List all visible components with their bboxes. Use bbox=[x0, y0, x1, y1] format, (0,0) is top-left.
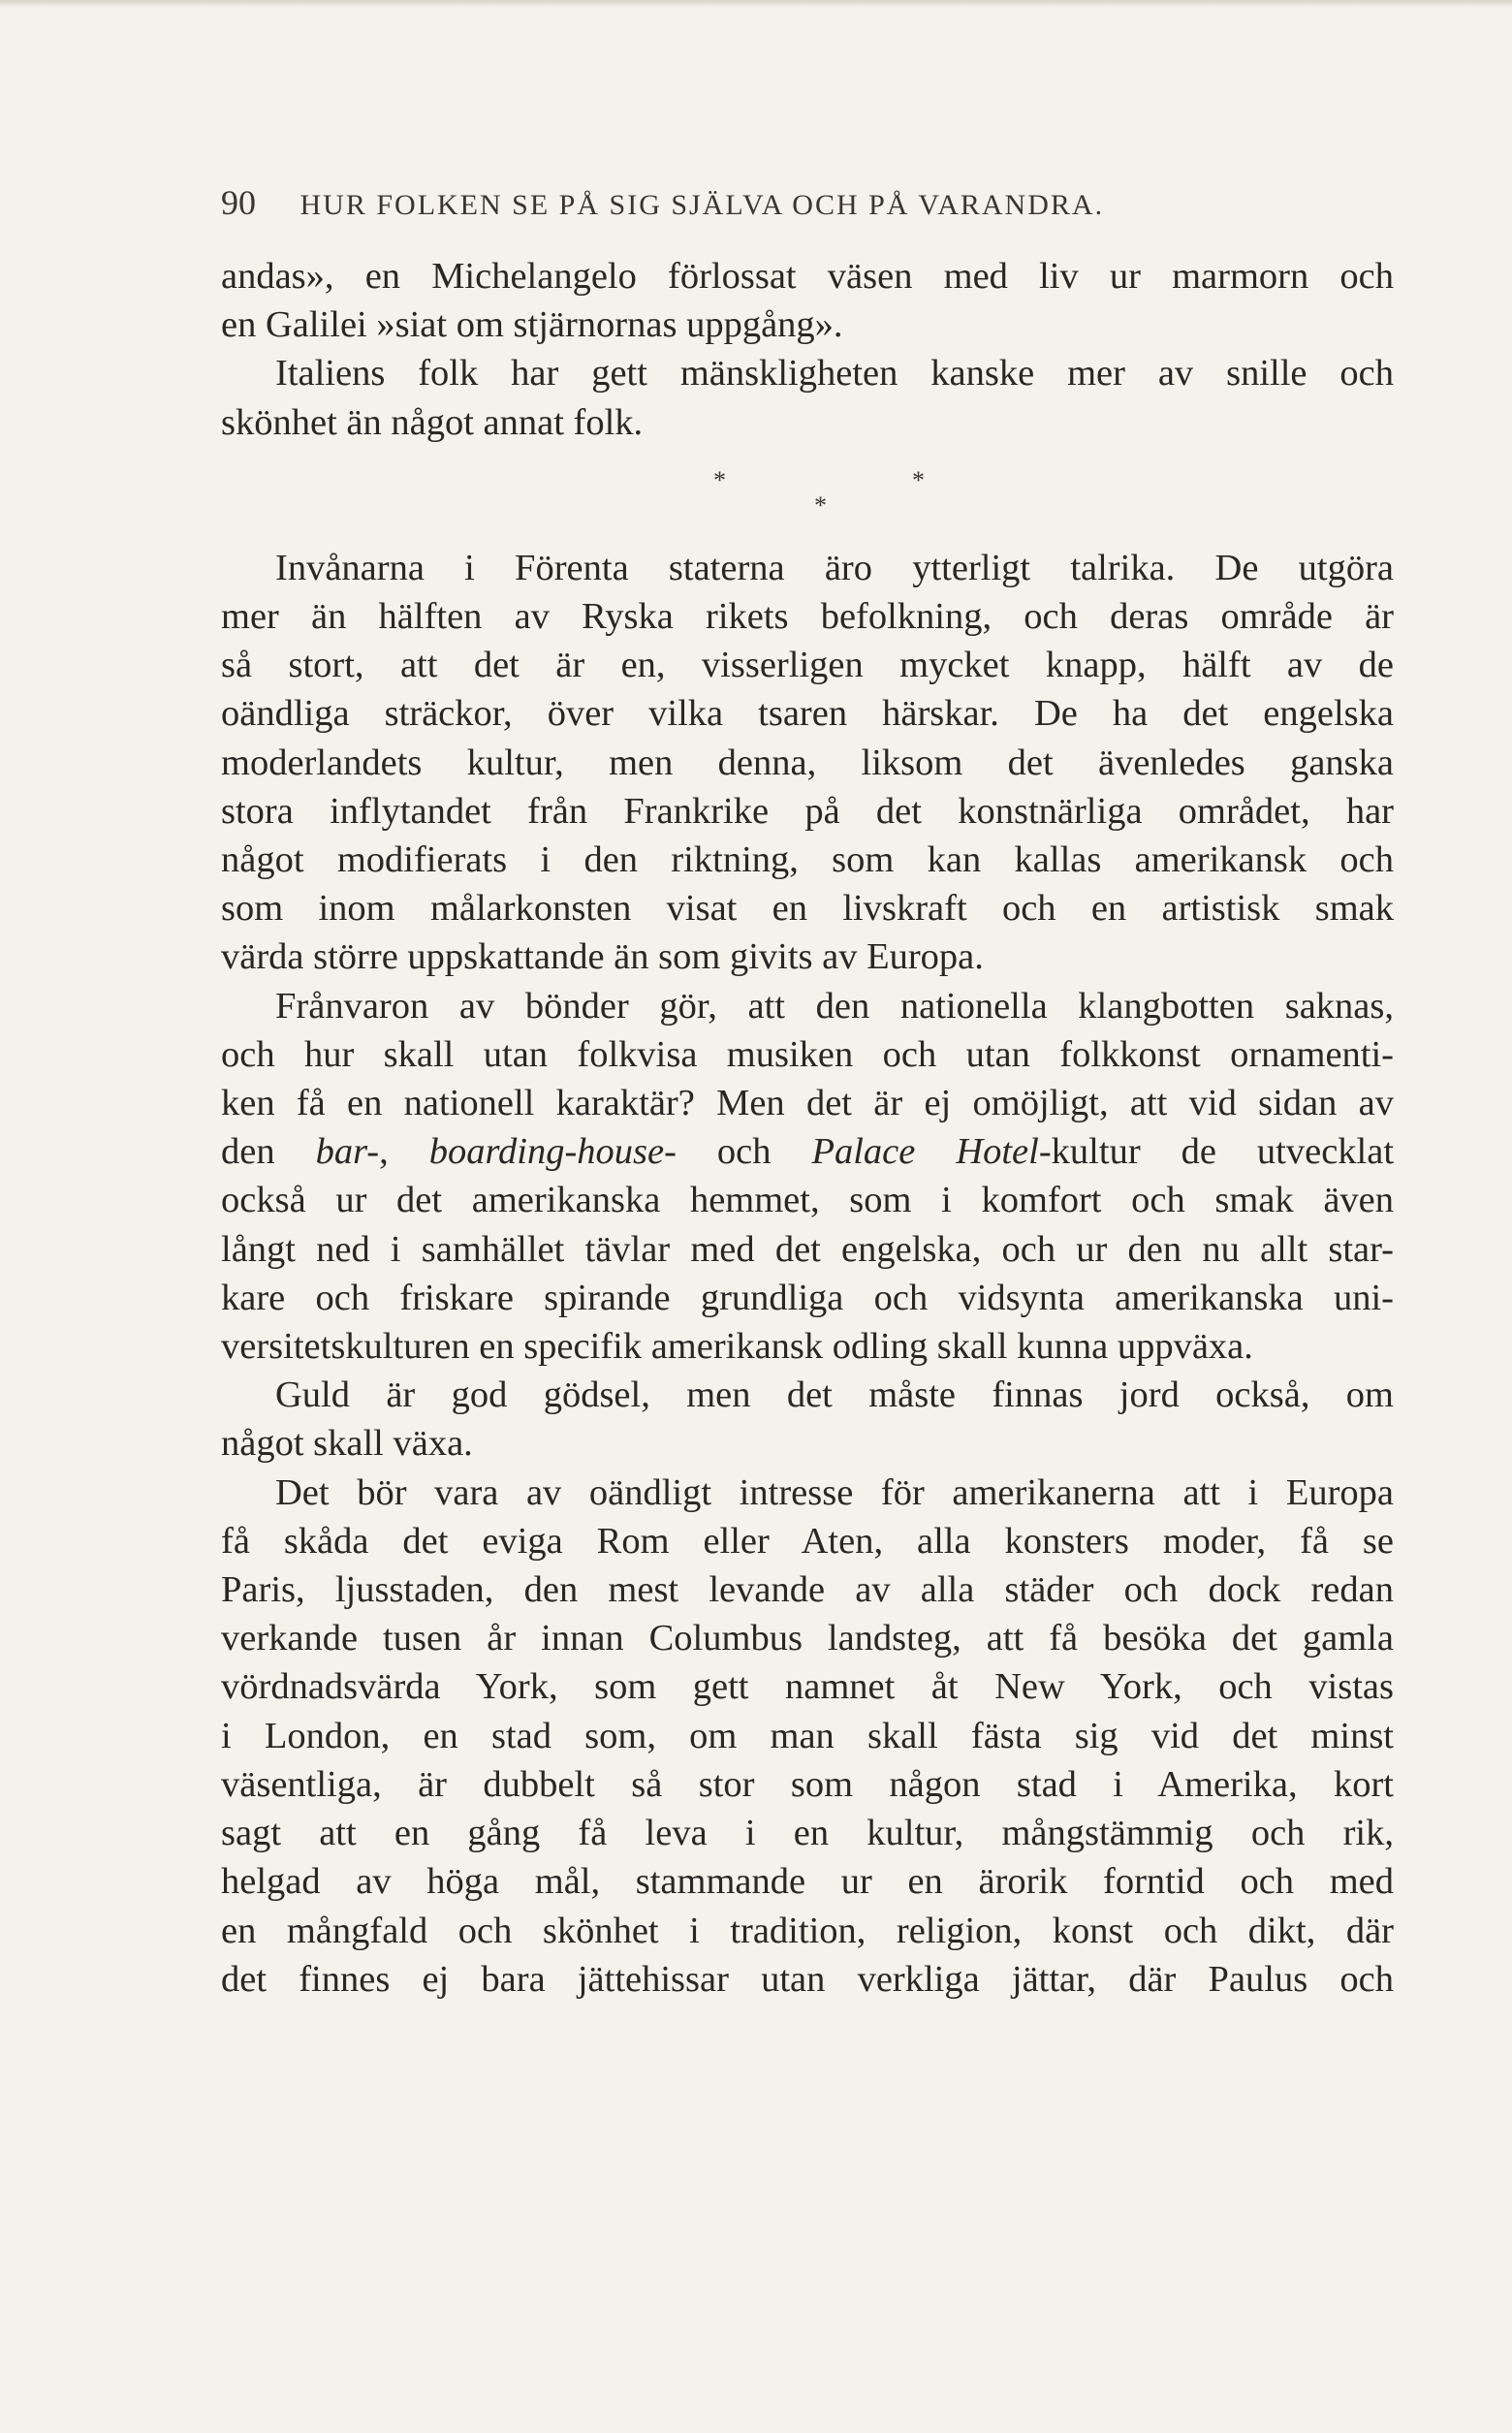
body-text bbox=[221, 252, 1394, 2004]
text-line: det finnes ej bara jättehissar utan verkliga jättar, där Paulus och bbox=[221, 1958, 1394, 2000]
page-top-edge bbox=[0, 0, 1512, 8]
text-line: Guld är god gödsel, men det måste finnas jord också, om bbox=[275, 1374, 1394, 1416]
text-line: verkande tusen år innan Columbus landsteg, att få besöka det gamla bbox=[221, 1618, 1394, 1659]
asterisk-mark: * bbox=[912, 465, 925, 494]
paragraph bbox=[221, 1469, 1394, 2004]
text-line: långt ned i samhället tävlar med det engelska, och ur den nu allt star- bbox=[221, 1228, 1394, 1270]
text-line: i London, en stad som, om man skall fästa sig vid det minst bbox=[221, 1715, 1394, 1756]
text-line: sagt att en gång få leva i en kultur, mångstämmig och rik, bbox=[221, 1813, 1394, 1854]
text-line: Italiens folk har gett mänskligheten kanske mer av snille och bbox=[275, 353, 1394, 395]
italic-term: Palace Hotel- bbox=[811, 1131, 1052, 1173]
text-line: väsentliga, är dubbelt så stor som någon stad i Amerika, kort bbox=[221, 1763, 1394, 1805]
text-line: och hur skall utan folkvisa musiken och utan folkkonst ornamenti- bbox=[221, 1033, 1394, 1075]
section-separator bbox=[221, 447, 1394, 544]
text-line: versitetskulturen en specifik amerikansk odling skall kunna uppväxa. bbox=[221, 1326, 1253, 1368]
text-line: vördnadsvärda York, som gett namnet åt New York, och vistas bbox=[221, 1666, 1394, 1708]
running-head bbox=[221, 182, 1403, 231]
text-line: mer än hälften av Ryska rikets befolkning, och deras område är bbox=[221, 596, 1394, 638]
text-line: helgad av höga mål, stammande ur en ärorik forntid och med bbox=[221, 1861, 1394, 1903]
text-line: värda större uppskattande än som givits av Europa. bbox=[221, 936, 984, 978]
text-line: moderlandets kultur, men denna, liksom det ävenledes ganska bbox=[221, 742, 1394, 783]
text-line: så stort, att det är en, visserligen mycket knapp, hälft av de bbox=[221, 645, 1394, 686]
italic-term: bar- bbox=[315, 1131, 380, 1173]
word: och bbox=[716, 1131, 772, 1173]
word: den bbox=[221, 1131, 275, 1173]
text-line: en Galilei »siat om stjärnornas uppgång». bbox=[221, 304, 843, 346]
text-line: andas», en Michelangelo förlossat väsen med liv ur marmorn och bbox=[221, 256, 1394, 297]
text-line: som inom målarkonsten visat en livskraft och en artistisk smak bbox=[221, 888, 1394, 930]
text-line: skönhet än något annat folk. bbox=[221, 401, 644, 443]
paragraph bbox=[221, 1371, 1394, 1468]
text-line-with-italics bbox=[221, 1127, 1394, 1176]
paragraph bbox=[221, 349, 1394, 446]
paragraph bbox=[221, 544, 1394, 982]
paragraph bbox=[221, 982, 1394, 1372]
page-number: 90 bbox=[221, 183, 256, 222]
text-line: något skall växa. bbox=[221, 1423, 473, 1465]
asterisk-mark: * bbox=[814, 490, 827, 520]
text-line: kare och friskare spirande grundliga och vidsynta amerikanska uni- bbox=[221, 1277, 1394, 1318]
italic-term: boarding-house- bbox=[428, 1131, 677, 1173]
text-line: Paris, ljusstaden, den mest levande av alla städer och dock redan bbox=[221, 1569, 1394, 1611]
punctuation: , bbox=[379, 1131, 389, 1173]
running-title: HUR FOLKEN SE PÅ SIG SJÄLVA OCH PÅ VARANDRA. bbox=[299, 189, 1105, 221]
asterisk-mark: * bbox=[713, 465, 726, 494]
text-line: Frånvaron av bönder gör, att den nationella klangbotten saknas, bbox=[275, 985, 1394, 1027]
text-line: oändliga sträckor, över vilka tsaren härskar. De ha det engelska bbox=[221, 693, 1394, 735]
text-line: ken få en nationell karaktär? Men det är ej omöjligt, att vid sidan av bbox=[221, 1083, 1394, 1124]
text-line: Invånarna i Förenta staterna äro ytterligt talrika. De utgöra bbox=[275, 547, 1394, 588]
text-line: något modifierats i den riktning, som kan kallas amerikansk och bbox=[221, 839, 1394, 881]
text-line: en mångfald och skönhet i tradition, religion, konst och dikt, där bbox=[221, 1910, 1394, 1951]
paragraph bbox=[221, 252, 1394, 349]
text-line: stora inflytandet från Frankrike på det konstnärliga området, har bbox=[221, 790, 1394, 832]
text-line: få skåda det eviga Rom eller Aten, alla konsters moder, få se bbox=[221, 1520, 1394, 1562]
text-line: också ur det amerikanska hemmet, som i komfort och smak även bbox=[221, 1180, 1394, 1221]
text-line: Det bör vara av oändligt intresse för amerikanerna att i Europa bbox=[275, 1471, 1394, 1513]
word: kultur de utvecklat bbox=[1051, 1131, 1395, 1173]
